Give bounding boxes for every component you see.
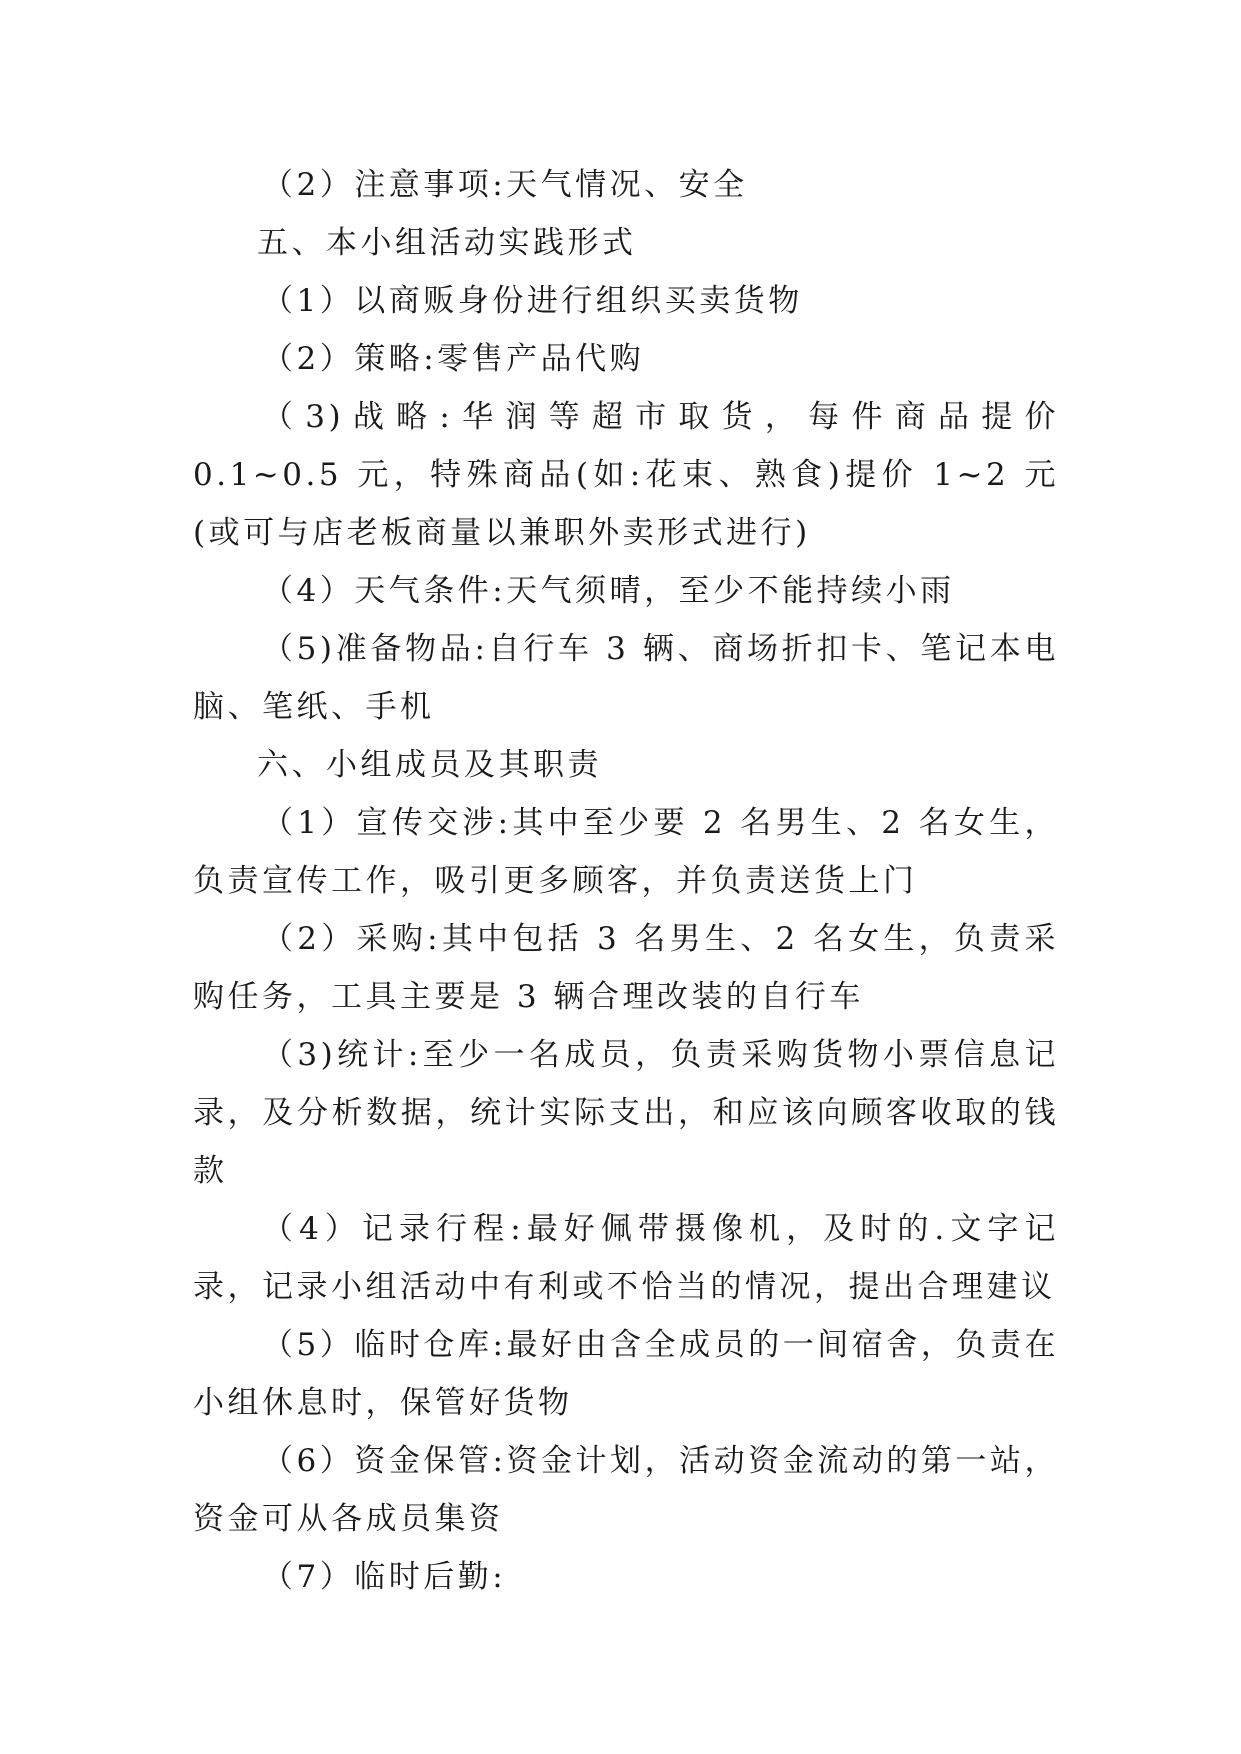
paragraph-purchasing: （2）采购:其中包括 3 名男生、2 名女生，负责采购任务，工具主要是 3 辆合理改装的自行车 (193, 921, 1059, 1015)
paragraph-logistics: （7）临时后勤: (262, 1559, 507, 1595)
section-heading-5: 五、本小组活动实践形式 (257, 225, 637, 261)
document-body (193, 156, 1059, 1606)
paragraph-statistics: （3)统计:至少一名成员，负责采购货物小票信息记录，及分析数据，统计实际支出，和应该向顾客收取的钱款 (193, 1037, 1059, 1189)
paragraph-supplies: （5)准备物品:自行车 3 辆、商场折扣卡、笔记本电脑、笔纸、手机 (193, 631, 1059, 725)
paragraph-warehouse: （5）临时仓库:最好由含全成员的一间宿舍，负责在小组休息时，保管好货物 (193, 1327, 1059, 1421)
paragraph-strategy: （2）策略:零售产品代购 (262, 341, 645, 377)
section-heading-6: 六、小组成员及其职责 (257, 747, 602, 783)
paragraph-publicity: （1）宣传交涉:其中至少要 2 名男生、2 名女生，负责宣传工作，吸引更多顾客，并负责送货上门 (193, 805, 1059, 899)
paragraph-recording: （4）记录行程:最好佩带摄像机，及时的.文字记录，记录小组活动中有利或不恰当的情况，提出合理建议 (193, 1211, 1059, 1305)
paragraph-precautions: （2）注意事项:天气情况、安全 (262, 167, 748, 203)
paragraph-tactics: （3)战略:华润等超市取货，每件商品提价 0.1~0.5 元，特殊商品(如:花束、熟食)提价 1~2 元(或可与店老板商量以兼职外卖形式进行) (193, 399, 1059, 551)
paragraph-funds: （6）资金保管:资金计划，活动资金流动的第一站，资金可从各成员集资 (193, 1443, 1059, 1537)
paragraph-vendor-role: （1）以商贩身份进行组织买卖货物 (262, 283, 803, 319)
paragraph-weather: （4）天气条件:天气须晴，至少不能持续小雨 (262, 573, 955, 609)
